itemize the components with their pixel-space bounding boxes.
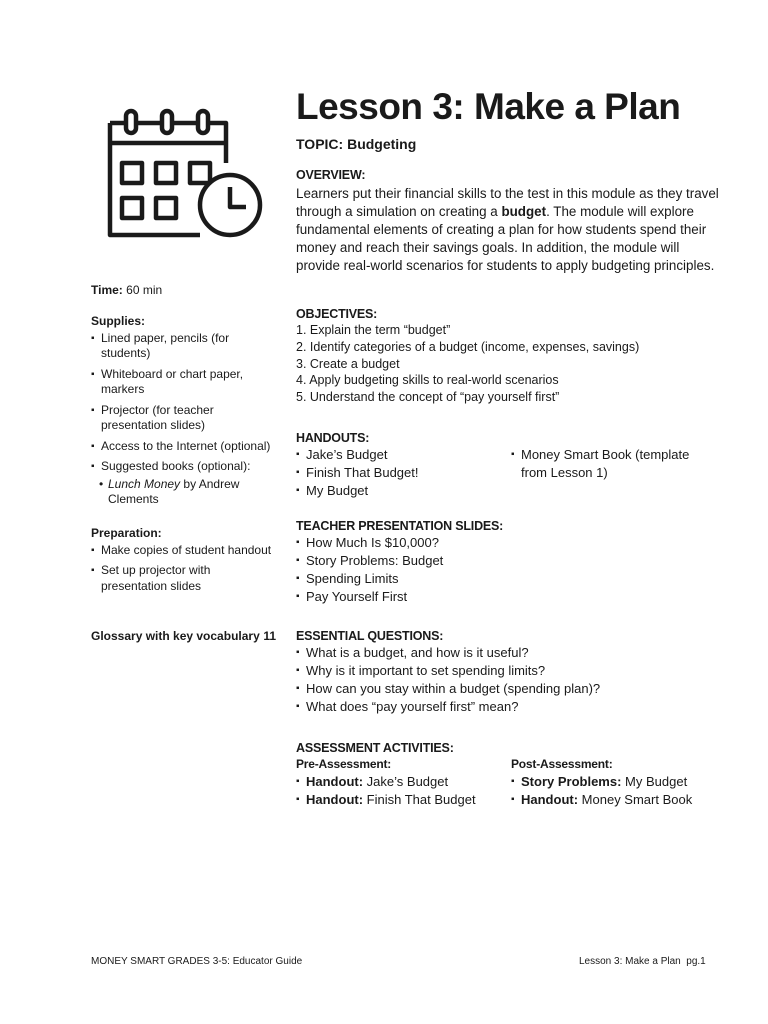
pre-assessment-item: ▪ Handout: Finish That Budget	[296, 791, 511, 809]
question-item: ▪ How can you stay within a budget (spending plan)?	[296, 680, 736, 698]
handouts-section	[296, 431, 736, 500]
objective-item: 5. Understand the concept of “pay yourself first”	[296, 390, 560, 405]
question-item: ▪ What is a budget, and how is it useful?	[296, 644, 736, 662]
supply-item: ▪ Projector (for teacher presentation slides)	[91, 403, 276, 434]
supply-item: ▪ Access to the Internet (optional)	[91, 439, 276, 455]
preparation-heading: Preparation:	[91, 526, 162, 540]
questions-section	[296, 629, 736, 716]
overview-bold-word: budget	[501, 204, 547, 219]
time-label: Time:	[91, 283, 123, 297]
book-author: by Andrew Clements	[108, 476, 240, 506]
pre-assessment-item: ▪ Handout: Jake’s Budget	[296, 773, 511, 791]
slide-item: ▪ Spending Limits	[296, 570, 736, 588]
overview-text: Learners put their financial skills to the test in this module as they travel through a simulation on creating a budget. The module will explore fundamental elements of creating a plan for how students spend their money and reach their savings goals. In addition, the module will provide real-world scenarios for students to apply budgeting principles.	[296, 186, 719, 273]
post-assessment-heading: Post-Assessment:	[511, 757, 613, 771]
sidebar-time	[91, 283, 276, 299]
topic-label: TOPIC: Budgeting	[296, 136, 417, 152]
slides-section	[296, 519, 736, 606]
prep-item: ▪ Set up projector with presentation slides	[91, 563, 276, 594]
sidebar-preparation	[91, 526, 276, 594]
question-item: ▪ Why is it important to set spending limits?	[296, 662, 736, 680]
objectives-heading: OBJECTIVES:	[296, 307, 378, 321]
post-assessment-item: ▪ Handout: Money Smart Book	[511, 791, 726, 809]
assessment-heading: ASSESSMENT ACTIVITIES:	[296, 741, 454, 755]
handout-item: ▪ Finish That Budget!	[296, 464, 511, 482]
post-assessment-item: ▪ Story Problems: My Budget	[511, 773, 726, 791]
book-title: Lunch Money	[108, 476, 181, 491]
supply-item: ▪ Whiteboard or chart paper, markers	[91, 367, 276, 398]
supply-item: ▪ Lined paper, pencils (for students)	[91, 331, 276, 362]
overview-section	[296, 168, 726, 275]
questions-heading: ESSENTIAL QUESTIONS:	[296, 629, 444, 643]
footer-right: Lesson 3: Make a Plan pg.1	[579, 956, 706, 967]
objective-item: 3. Create a budget	[296, 356, 400, 371]
book-item: • Lunch Money by Andrew Clements	[99, 476, 240, 506]
overview-heading: OVERVIEW:	[296, 168, 366, 182]
slide-item: ▪ Pay Yourself First	[296, 588, 736, 606]
glossary-page: 11	[263, 629, 276, 643]
question-item: ▪ What does “pay yourself first” mean?	[296, 698, 736, 716]
handout-item: ▪ My Budget	[296, 482, 511, 500]
time-value: 60 min	[126, 283, 163, 297]
supply-item: ▪ Suggested books (optional):	[91, 459, 276, 475]
handout-item: ▪ Jake’s Budget	[296, 446, 511, 464]
slide-item: ▪ How Much Is $10,000?	[296, 534, 736, 552]
supplies-heading: Supplies:	[91, 314, 146, 328]
handouts-heading: HANDOUTS:	[296, 431, 370, 445]
sidebar-supplies	[91, 314, 276, 508]
glossary-row	[91, 629, 276, 645]
assessment-section	[296, 741, 736, 809]
pre-assessment-heading: Pre-Assessment:	[296, 757, 392, 771]
calendar-clock-icon	[100, 105, 270, 245]
footer-left: MONEY SMART GRADES 3-5: Educator Guide	[91, 956, 303, 967]
objectives-section	[296, 307, 736, 406]
objective-item: 1. Explain the term “budget”	[296, 323, 451, 337]
handout-item: ▪ Money Smart Book (template from Lesson 1)	[511, 446, 701, 482]
objective-item: 4. Apply budgeting skills to real-world scenarios	[296, 373, 559, 388]
slides-heading: TEACHER PRESENTATION SLIDES:	[296, 519, 504, 533]
glossary-label: Glossary with key vocabulary	[91, 629, 260, 643]
page-title: Lesson 3: Make a Plan	[296, 86, 681, 127]
slide-item: ▪ Story Problems: Budget	[296, 552, 736, 570]
prep-item: ▪ Make copies of student handout	[91, 543, 276, 559]
objective-item: 2. Identify categories of a budget (income, expenses, savings)	[296, 339, 640, 354]
